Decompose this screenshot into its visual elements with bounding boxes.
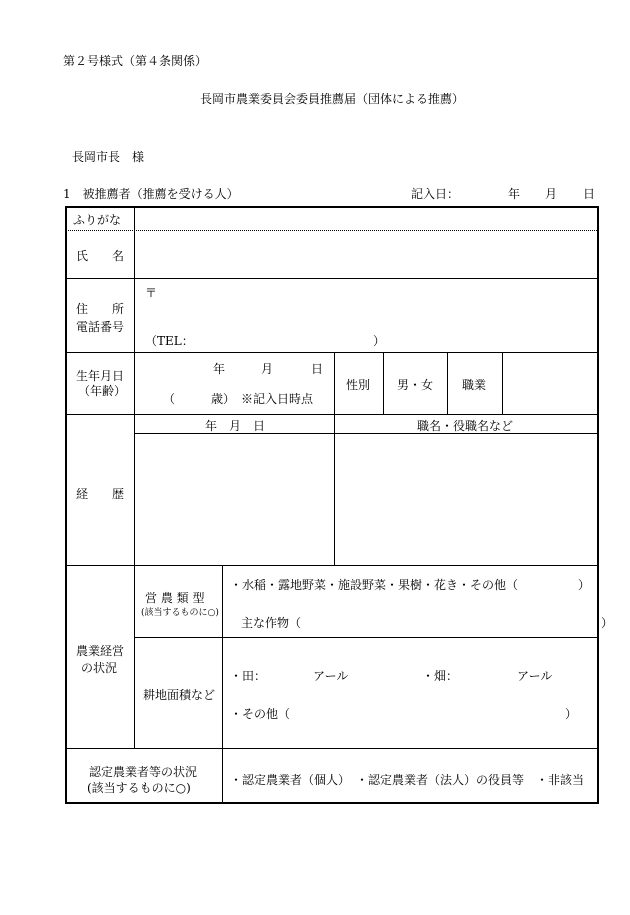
gender-options: 男・女 (397, 378, 434, 392)
address-label: 住 所 (76, 302, 125, 316)
career-header-line (134, 433, 599, 434)
birth-month: 月 (261, 362, 274, 376)
career-date-header: 年 月 日 (205, 419, 266, 433)
certified-label-line2: (該当するものに○) (87, 781, 191, 795)
table-border-right (597, 206, 599, 804)
table-border-left (65, 206, 67, 804)
postal-mark: 〒 (145, 286, 158, 300)
age-note: （ 歳） ※記入日時点 (163, 392, 314, 406)
row-line-birth (65, 414, 599, 415)
birth-label: 生年月日 (76, 369, 125, 383)
certified-label-line1: 認定農業者等の状況 (89, 765, 198, 779)
farm-label-line2: の状況 (81, 661, 118, 675)
main-crops: 主な作物（ ） (241, 616, 614, 630)
farm-label-divider (134, 565, 135, 748)
birth-gender-divider (334, 352, 335, 414)
farm-label-line1: 農業経営 (76, 644, 125, 658)
form-title: 長岡市農業委員会委員推薦届（団体による推薦） (200, 92, 465, 106)
entry-date-day: 日 (583, 187, 596, 201)
form-number: 第２号様式（第４条関係） (63, 54, 208, 68)
entry-date-month: 月 (545, 187, 558, 201)
furigana-divider (65, 230, 597, 231)
rice-field-label: ・田： (230, 669, 267, 683)
occupation-divider (447, 352, 448, 414)
certified-options: ・認定農業者（個人） ・認定農業者（法人）の役員等 ・非該当 (230, 773, 585, 787)
table-border-bottom (65, 802, 599, 804)
farm-type-label: 営 農 類 型 (145, 591, 205, 605)
birth-day: 日 (311, 362, 324, 376)
age-label: （年齢） (78, 384, 127, 398)
phone-label: 電話番号 (76, 320, 125, 334)
upland-unit: アール (517, 669, 553, 683)
entry-date-label: 記入日： (411, 187, 460, 201)
upland-label: ・畑： (422, 669, 459, 683)
birth-year: 年 (213, 362, 226, 376)
section-heading: 1 被推薦者（推薦を受ける人） (63, 187, 239, 201)
acreage-label: 耕地面積など (143, 688, 216, 702)
career-position-header: 職名・役職名など (417, 419, 514, 433)
rice-field-unit: アール (313, 669, 349, 683)
tel-open: （TEL： (145, 334, 194, 348)
career-label: 経 歴 (76, 487, 125, 501)
table-border-top (65, 206, 599, 208)
entry-date-year: 年 (508, 187, 521, 201)
label-divider (134, 206, 135, 565)
farm-type-line (134, 637, 599, 638)
career-column-divider (334, 414, 335, 565)
furigana-label: ふりがな (73, 213, 122, 227)
recommendation-table (65, 206, 614, 804)
other-label: ・その他（ (230, 707, 291, 721)
row-line-address (65, 352, 599, 353)
occupation-value-divider (502, 352, 503, 414)
tel-close: ） (373, 334, 386, 348)
occupation-label: 職業 (462, 378, 487, 392)
name-label: 氏 名 (76, 249, 125, 263)
farm-sublabel-divider (222, 565, 223, 803)
farm-type-note: (該当するものに○) (141, 608, 219, 618)
row-line-name (65, 278, 599, 279)
addressee: 長岡市長 様 (72, 150, 145, 164)
row-line-farm (65, 748, 599, 749)
row-line-career (65, 565, 599, 566)
farm-type-options: ・水稲・露地野菜・施設野菜・果樹・花き・その他（ ） (230, 578, 591, 592)
gender-label: 性別 (346, 378, 371, 392)
other-close: ） (565, 707, 578, 721)
gender-value-divider (383, 352, 384, 414)
